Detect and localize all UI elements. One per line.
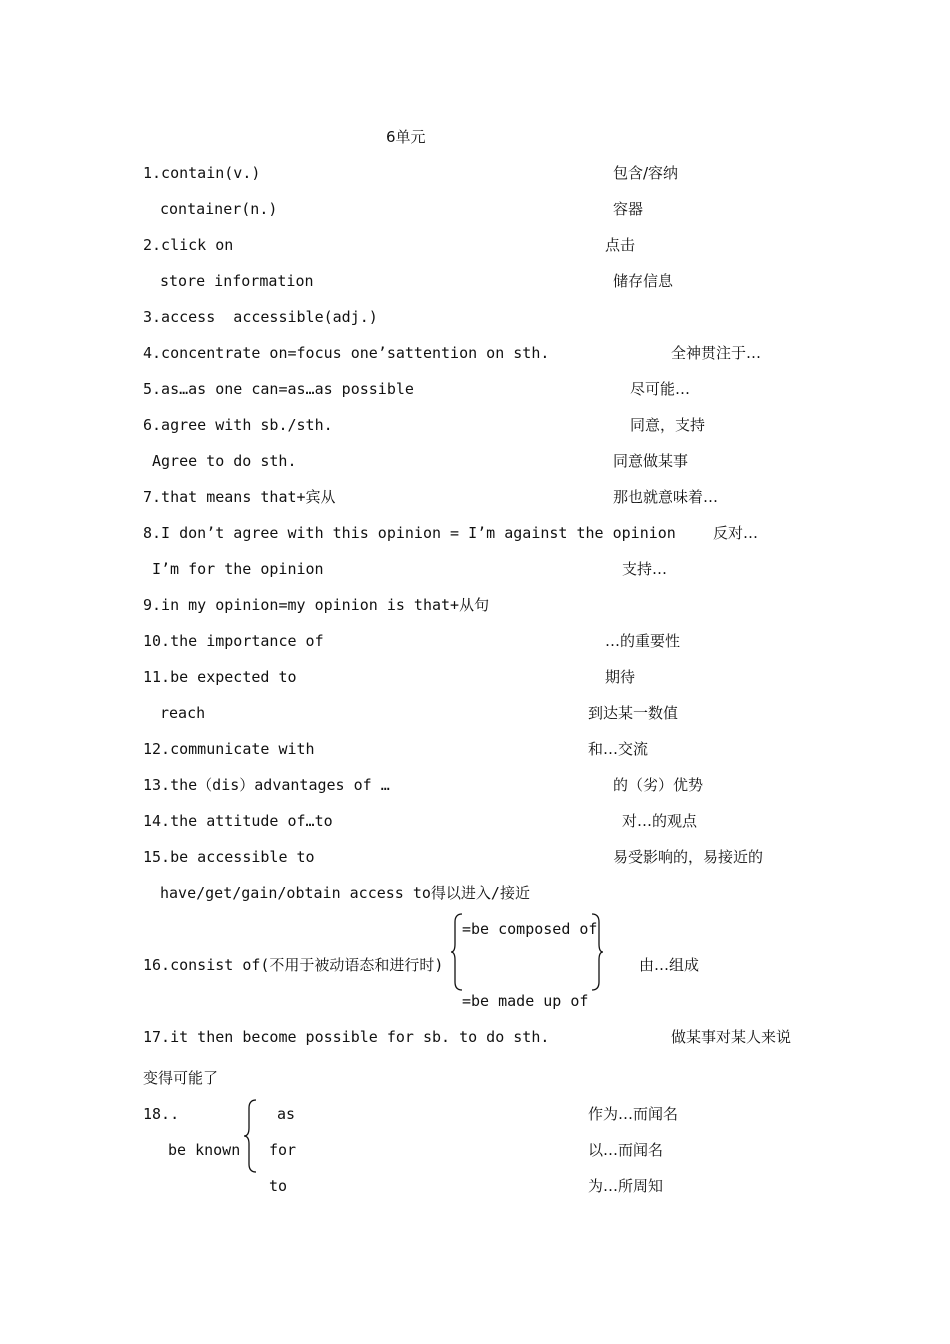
entry-18-prep-for: for: [269, 1141, 297, 1159]
entry-6-meaning: 同意，支持: [630, 416, 706, 434]
entry-15-term-b: have/get/gain/obtain access to得以进入/接近: [160, 884, 530, 902]
entry-18-term: be known: [168, 1141, 241, 1159]
entry-1-meaning: 包含/容纳: [613, 164, 679, 182]
entry-18-meaning-for: 以…而闻名: [588, 1141, 664, 1159]
entry-7-meaning: 那也就意味着…: [613, 488, 719, 506]
entry-17-meaning-cont: 变得可能了: [143, 1069, 219, 1087]
entry-13-meaning: 的（劣）优势: [613, 776, 704, 794]
entry-13-term: 13.the（dis）advantages of …: [143, 776, 390, 794]
entry-16-synonym-b: =be made up of: [462, 992, 589, 1010]
entry-11-term: 11.be expected to: [143, 668, 297, 686]
entry-6-term: 6.agree with sb./sth.: [143, 416, 333, 434]
entry-18-meaning-to: 为…所周知: [588, 1177, 664, 1195]
entry-1-term-noun: container(n.): [160, 200, 278, 218]
entry-8-term: 8.I don’t agree with this opinion = I’m against the opinion: [143, 524, 676, 542]
entry-17-term: 17.it then become possible for sb. to do sth.: [143, 1028, 550, 1046]
entry-17-meaning: 做某事对某人来说: [671, 1028, 792, 1046]
entry-2-meaning: 点击: [605, 236, 636, 254]
entry-8-meaning: 反对…: [713, 524, 759, 542]
page-title: 6单元: [386, 128, 426, 146]
entry-2-meaning-b: 储存信息: [613, 272, 674, 290]
entry-10-term: 10.the importance of: [143, 632, 324, 650]
entry-4-term: 4.concentrate on=focus one’sattention on sth.: [143, 344, 550, 362]
entry-1-term: 1.contain(v.): [143, 164, 261, 182]
entry-15-term: 15.be accessible to: [143, 848, 315, 866]
entry-18-prep-as: as: [277, 1105, 296, 1123]
entry-11-meaning: 期待: [605, 668, 636, 686]
entry-7-term: 7.that means that+宾从: [143, 488, 336, 506]
entry-8-term-b: I’m for the opinion: [152, 560, 324, 578]
entry-12-term: 12.communicate with: [143, 740, 315, 758]
entry-2-term: 2.click on: [143, 236, 234, 254]
entry-18-number: 18..: [143, 1105, 180, 1123]
entry-3-term: 3.access accessible(adj.): [143, 308, 378, 326]
entry-12-meaning: 和…交流: [588, 740, 649, 758]
right-brace-icon: [590, 912, 604, 992]
entry-6-meaning-b: 同意做某事: [613, 452, 689, 470]
entry-6-term-b: Agree to do sth.: [152, 452, 297, 470]
entry-9-term: 9.in my opinion=my opinion is that+从句: [143, 596, 490, 614]
entry-5-meaning: 尽可能…: [630, 380, 691, 398]
entry-11-term-b: reach: [160, 704, 206, 722]
entry-18-meaning-as: 作为…而闻名: [588, 1105, 679, 1123]
entry-4-meaning: 全神贯注于…: [671, 344, 762, 362]
entry-16-synonym-a: =be composed of: [462, 920, 598, 938]
left-brace-icon: [242, 1098, 258, 1174]
entry-8-meaning-b: 支持…: [622, 560, 668, 578]
entry-11-meaning-b: 到达某一数值: [588, 704, 679, 722]
entry-15-meaning: 易受影响的，易接近的: [613, 848, 764, 866]
entry-18-prep-to: to: [269, 1177, 288, 1195]
entry-14-term: 14.the attitude of…to: [143, 812, 333, 830]
entry-16-meaning: 由…组成: [639, 956, 700, 974]
entry-14-meaning: 对…的观点: [622, 812, 698, 830]
entry-1-meaning-noun: 容器: [613, 200, 644, 218]
entry-5-term: 5.as…as one can=as…as possible: [143, 380, 414, 398]
entry-2-term-b: store information: [160, 272, 314, 290]
entry-10-meaning: …的重要性: [605, 632, 681, 650]
entry-16-term: 16.consist of(不用于被动语态和进行时): [143, 956, 444, 974]
